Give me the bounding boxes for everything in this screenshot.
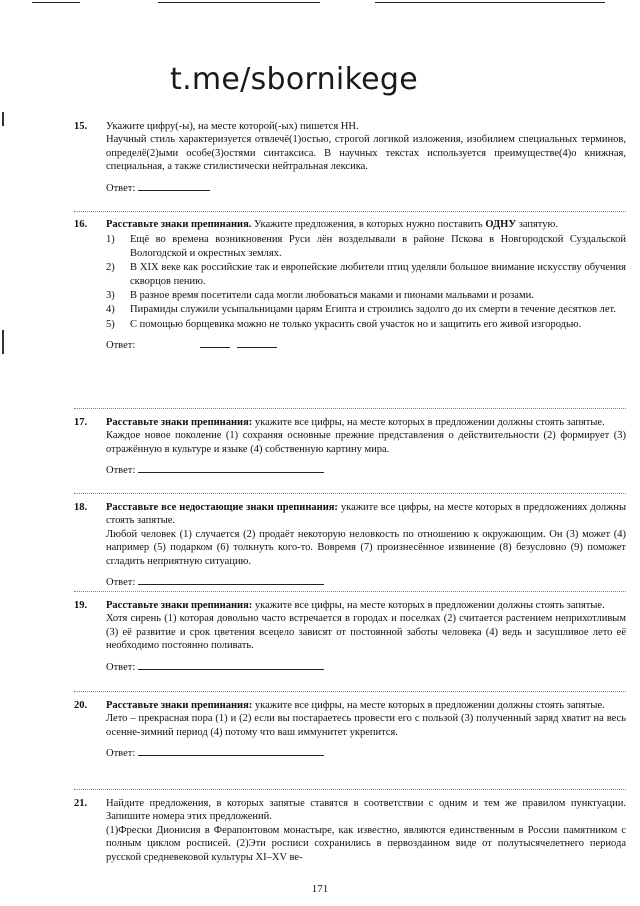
- answer-row: [106, 744, 626, 760]
- option-item: [106, 289, 626, 302]
- task-text: (1)Фрески Дионисия в Ферапонтовом монастыре, как известно, являются единственным в России памятником с полным циклом росписей. (2)Эти росписи сохранились в первозданном виде от полутысячелетнего периода русской средневековой культуры XI–XV ве-: [106, 824, 626, 863]
- option-text: В разное время посетители сада могли любоваться маками и пионами мальвами и розами.: [130, 290, 534, 302]
- task-20: [74, 699, 626, 761]
- task-18: [74, 501, 626, 589]
- divider: [74, 408, 626, 409]
- option-number: 5): [106, 318, 115, 330]
- instruction-bold: Расставьте знаки препинания:: [106, 700, 253, 711]
- answer-label: Ответ:: [106, 577, 136, 589]
- task-17: [74, 416, 626, 478]
- task-instruction: Найдите предложения, в которых запятые ставятся в соответствии с одним и тем же правилом пунктуации. Запишите номера этих предложений.: [106, 798, 626, 823]
- instruction-bold: ОДНУ: [485, 219, 517, 230]
- task-text: Хотя сирень (1) которая довольно часто встречается в городах и поселках (2) считается растением неприхотливым (3) её развитие и срок цветения всецело зависят от постоянной заботы человека (4) ведь и засушливое лето её необходимо постоянно поливать.: [106, 613, 626, 652]
- option-text: В XIX веке как российские так и европейские любители птиц уделяли большое внимание искусству обучения скворцов пению.: [130, 262, 626, 287]
- task-16: [74, 218, 626, 353]
- option-item: [106, 303, 626, 316]
- answer-line[interactable]: [138, 179, 210, 191]
- top-rule: [32, 2, 80, 3]
- option-number: 1): [106, 234, 115, 246]
- page-number: 171: [311, 883, 329, 895]
- answer-label: Ответ:: [106, 748, 136, 760]
- answer-row: [106, 658, 626, 674]
- answer-row: [106, 573, 626, 589]
- task-text: Лето – прекрасная пора (1) и (2) если вы постараетесь провести его с пользой (3) полученный заряд хватит на весь осенне-зимний период (4) потому что ваш иммунитет укрепится.: [106, 713, 626, 738]
- divider: [74, 591, 626, 592]
- option-text: Пирамиды служили усыпальницами царям Египта и строились задолго до их смерти в течение десятков лет.: [130, 304, 616, 316]
- task-number: 19.: [74, 600, 88, 611]
- top-rule: [375, 2, 605, 3]
- answer-line[interactable]: [138, 573, 324, 585]
- option-item: [106, 261, 626, 288]
- instruction-text: укажите все цифры, на месте которых в предложении должны стоять запятые.: [252, 417, 605, 428]
- task-number: 17.: [74, 417, 88, 428]
- instruction-bold: Расставьте знаки препинания:: [106, 417, 253, 428]
- task-text: Научный стиль характеризуется отвлечё(1)остью, строгой логикой изложения, изобилием специальных терминов, определё(2)ыми особе(3)остями синтаксиса. В научных текстах используется преимуществе(4)о книжная, специальная, а также стилистически нейтральная лексика.: [106, 134, 626, 173]
- task-text: Любой человек (1) случается (2) продаёт некоторую неловкость по отношению к окружающим. Он (3) может (4) например (5) подарком (6) толкнуть кого-то. Вовремя (7) произнесённое извинение (8) безусловно (9) поможет сгладить неприятную ситуацию.: [106, 528, 626, 567]
- answer-label: Ответ:: [106, 661, 136, 673]
- answer-label: Ответ:: [106, 340, 136, 352]
- task-number: 16.: [74, 219, 88, 230]
- task-number: 18.: [74, 502, 88, 513]
- task-19: [74, 599, 626, 674]
- option-number: 3): [106, 290, 115, 302]
- options-list: [106, 233, 626, 331]
- scan-edge-mark: [2, 112, 4, 126]
- task-21: [74, 797, 626, 864]
- watermark: t.me/sbornikege: [170, 62, 419, 97]
- answer-label: Ответ:: [106, 465, 136, 477]
- answer-line[interactable]: [138, 461, 324, 473]
- divider: [74, 493, 626, 494]
- top-rule: [158, 2, 320, 3]
- answer-line[interactable]: [237, 336, 277, 348]
- instruction-text: укажите все цифры, на месте которых в предложениях должны стоять запятые.: [106, 502, 626, 527]
- answer-row: [106, 461, 626, 477]
- task-instruction: [106, 599, 626, 612]
- option-text: С помощью борщевика можно не только украсить свой участок но и защитить его живой изгородью.: [130, 318, 582, 330]
- task-instruction: [106, 218, 626, 231]
- scan-edge-mark: [2, 330, 4, 354]
- option-number: 4): [106, 304, 115, 316]
- instruction-text: запятую.: [516, 219, 558, 230]
- instruction-text: укажите все цифры, на месте которых в предложении должны стоять запятые.: [252, 700, 605, 711]
- divider: [74, 211, 626, 212]
- answer-line[interactable]: [138, 658, 324, 670]
- task-text: Каждое новое поколение (1) сохраняя основные прежние представления о действительности (2) формирует (3) отражённую в культуре и языке (4) собственную картину мира.: [106, 430, 626, 455]
- instruction-text: Укажите предложения, в которых нужно поставить: [251, 219, 486, 230]
- task-instruction: [106, 416, 626, 429]
- option-item: [106, 318, 626, 331]
- option-number: 2): [106, 262, 115, 274]
- task-instruction: Укажите цифру(-ы), на месте которой(-ых) пишется НН.: [106, 121, 359, 132]
- instruction-bold: Расставьте все недостающие знаки препинания:: [106, 502, 338, 513]
- answer-line[interactable]: [138, 744, 324, 756]
- task-number: 21.: [74, 798, 88, 809]
- option-item: [106, 233, 626, 260]
- answer-row: [106, 179, 626, 195]
- instruction-bold: Расставьте знаки препинания:: [106, 600, 253, 611]
- divider: [74, 691, 626, 692]
- answer-label: Ответ:: [106, 182, 136, 194]
- instruction-text: укажите все цифры, на месте которых в предложении должны стоять запятые.: [252, 600, 605, 611]
- answer-line[interactable]: [200, 336, 230, 348]
- task-15: [74, 120, 626, 195]
- divider: [74, 789, 626, 790]
- task-number: 15.: [74, 121, 88, 132]
- option-text: Ещё во времена возникновения Руси лён возделывали в районе Пскова в Новгородской Суздальской Вологодской и окрестных землях.: [130, 234, 626, 259]
- task-number: 20.: [74, 700, 88, 711]
- instruction-bold: Расставьте знаки препинания.: [106, 219, 252, 230]
- task-instruction: [106, 501, 626, 528]
- answer-row: [106, 336, 626, 352]
- task-instruction: [106, 699, 626, 712]
